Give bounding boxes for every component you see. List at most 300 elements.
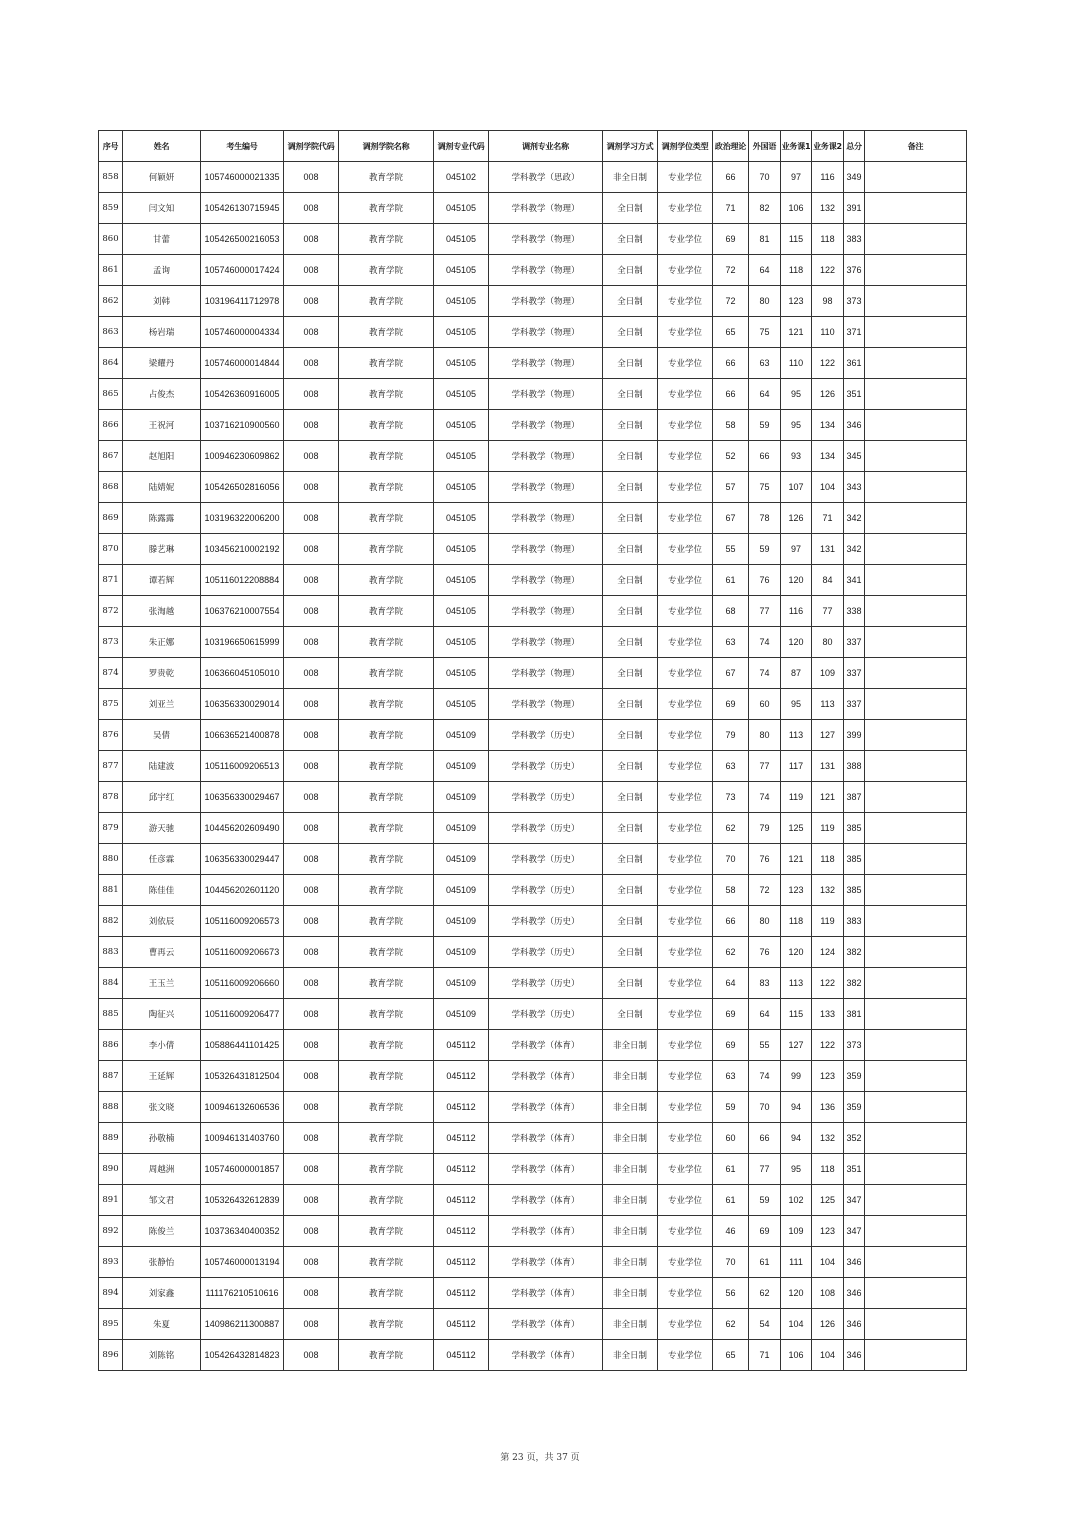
cell-col-subject1: 102	[781, 1185, 812, 1216]
cell-col-study-mode: 全日制	[603, 751, 658, 782]
cell-col-exam-id: 105426502816056	[201, 472, 284, 503]
cell-col-study-mode: 非全日制	[603, 1247, 658, 1278]
cell-col-total: 337	[844, 689, 865, 720]
cell-col-college-code: 008	[284, 317, 339, 348]
cell-col-subject1: 87	[781, 658, 812, 689]
cell-col-major-code: 045105	[434, 596, 489, 627]
cell-col-subject1: 113	[781, 968, 812, 999]
page-number-footer: 第 23 页，共 37 页	[500, 1453, 580, 1463]
table-row	[99, 658, 967, 689]
cell-col-major-code: 045105	[434, 379, 489, 410]
cell-col-seq: 881	[99, 875, 123, 906]
cell-col-subject1: 106	[781, 1340, 812, 1371]
cell-col-name: 王祝河	[123, 410, 201, 441]
cell-col-subject1: 111	[781, 1247, 812, 1278]
cell-col-name: 邹文君	[123, 1185, 201, 1216]
cell-col-seq: 863	[99, 317, 123, 348]
cell-col-foreign-lang: 80	[749, 720, 781, 751]
table-row	[99, 348, 967, 379]
cell-col-subject2: 84	[812, 565, 844, 596]
cell-col-college-code: 008	[284, 1061, 339, 1092]
cell-col-college-name: 教育学院	[339, 1061, 434, 1092]
cell-col-degree-type: 专业学位	[658, 844, 713, 875]
cell-col-subject2: 109	[812, 658, 844, 689]
header-col-foreign-lang: 外国语	[749, 131, 781, 162]
cell-col-name: 李小倩	[123, 1030, 201, 1061]
cell-col-politics: 66	[713, 906, 749, 937]
cell-col-major-name: 学科教学（历史）	[489, 720, 603, 751]
cell-col-major-code: 045105	[434, 410, 489, 441]
cell-col-name: 朱夏	[123, 1309, 201, 1340]
cell-col-total: 385	[844, 844, 865, 875]
header-col-degree-type: 调剂学位类型	[658, 131, 713, 162]
cell-col-subject2: 126	[812, 1309, 844, 1340]
cell-col-study-mode: 全日制	[603, 565, 658, 596]
cell-col-degree-type: 专业学位	[658, 1030, 713, 1061]
cell-col-foreign-lang: 66	[749, 1123, 781, 1154]
cell-col-foreign-lang: 77	[749, 1154, 781, 1185]
cell-col-politics: 65	[713, 1340, 749, 1371]
header-col-remarks: 备注	[865, 131, 967, 162]
cell-col-college-name: 教育学院	[339, 875, 434, 906]
cell-col-seq: 866	[99, 410, 123, 441]
cell-col-degree-type: 专业学位	[658, 906, 713, 937]
table-row	[99, 813, 967, 844]
header-col-politics: 政治理论	[713, 131, 749, 162]
header-col-college-name: 调剂学院名称	[339, 131, 434, 162]
cell-col-degree-type: 专业学位	[658, 1309, 713, 1340]
cell-col-subject1: 123	[781, 286, 812, 317]
cell-col-name: 张静怡	[123, 1247, 201, 1278]
cell-col-total: 383	[844, 906, 865, 937]
cell-col-foreign-lang: 59	[749, 1185, 781, 1216]
cell-col-remarks	[865, 1278, 967, 1309]
table-row	[99, 1185, 967, 1216]
table-body	[99, 162, 967, 1371]
cell-col-degree-type: 专业学位	[658, 937, 713, 968]
cell-col-major-code: 045105	[434, 193, 489, 224]
cell-col-study-mode: 全日制	[603, 224, 658, 255]
cell-col-degree-type: 专业学位	[658, 1278, 713, 1309]
cell-col-major-name: 学科教学（物理）	[489, 224, 603, 255]
cell-col-total: 345	[844, 441, 865, 472]
cell-col-exam-id: 106376210007554	[201, 596, 284, 627]
cell-col-study-mode: 全日制	[603, 999, 658, 1030]
cell-col-remarks	[865, 844, 967, 875]
cell-col-subject2: 104	[812, 1340, 844, 1371]
cell-col-college-code: 008	[284, 441, 339, 472]
table-row	[99, 627, 967, 658]
cell-col-college-code: 008	[284, 1340, 339, 1371]
cell-col-major-name: 学科教学（历史）	[489, 813, 603, 844]
cell-col-politics: 63	[713, 627, 749, 658]
cell-col-major-name: 学科教学（历史）	[489, 937, 603, 968]
cell-col-major-code: 045112	[434, 1247, 489, 1278]
cell-col-remarks	[865, 1340, 967, 1371]
cell-col-foreign-lang: 75	[749, 317, 781, 348]
cell-col-subject2: 116	[812, 162, 844, 193]
cell-col-major-name: 学科教学（体育）	[489, 1123, 603, 1154]
cell-col-seq: 888	[99, 1092, 123, 1123]
cell-col-exam-id: 105116009206477	[201, 999, 284, 1030]
cell-col-degree-type: 专业学位	[658, 162, 713, 193]
cell-col-college-name: 教育学院	[339, 162, 434, 193]
cell-col-politics: 62	[713, 937, 749, 968]
cell-col-college-name: 教育学院	[339, 1092, 434, 1123]
cell-col-major-code: 045109	[434, 937, 489, 968]
cell-col-foreign-lang: 72	[749, 875, 781, 906]
cell-col-exam-id: 106366045105010	[201, 658, 284, 689]
cell-col-name: 陆婧妮	[123, 472, 201, 503]
cell-col-remarks	[865, 1185, 967, 1216]
cell-col-seq: 882	[99, 906, 123, 937]
cell-col-politics: 68	[713, 596, 749, 627]
cell-col-exam-id: 105746000013194	[201, 1247, 284, 1278]
cell-col-politics: 66	[713, 162, 749, 193]
cell-col-major-code: 045109	[434, 720, 489, 751]
cell-col-remarks	[865, 1309, 967, 1340]
cell-col-subject1: 94	[781, 1123, 812, 1154]
cell-col-study-mode: 全日制	[603, 782, 658, 813]
table-row	[99, 875, 967, 906]
cell-col-total: 387	[844, 782, 865, 813]
cell-col-study-mode: 非全日制	[603, 1154, 658, 1185]
cell-col-college-name: 教育学院	[339, 1278, 434, 1309]
cell-col-politics: 65	[713, 317, 749, 348]
cell-col-college-code: 008	[284, 472, 339, 503]
cell-col-total: 382	[844, 937, 865, 968]
cell-col-major-code: 045105	[434, 441, 489, 472]
cell-col-subject2: 122	[812, 348, 844, 379]
cell-col-politics: 55	[713, 534, 749, 565]
cell-col-college-code: 008	[284, 1278, 339, 1309]
cell-col-foreign-lang: 74	[749, 1061, 781, 1092]
table-row	[99, 565, 967, 596]
cell-col-total: 337	[844, 627, 865, 658]
cell-col-remarks	[865, 937, 967, 968]
cell-col-major-code: 045105	[434, 534, 489, 565]
cell-col-subject2: 121	[812, 782, 844, 813]
cell-col-major-name: 学科教学（历史）	[489, 875, 603, 906]
cell-col-major-name: 学科教学（物理）	[489, 596, 603, 627]
cell-col-college-code: 008	[284, 379, 339, 410]
cell-col-seq: 889	[99, 1123, 123, 1154]
cell-col-study-mode: 全日制	[603, 720, 658, 751]
cell-col-college-name: 教育学院	[339, 1216, 434, 1247]
cell-col-politics: 67	[713, 503, 749, 534]
cell-col-major-name: 学科教学（历史）	[489, 844, 603, 875]
header-col-name: 姓名	[123, 131, 201, 162]
cell-col-politics: 62	[713, 1309, 749, 1340]
cell-col-name: 占俊杰	[123, 379, 201, 410]
cell-col-name: 张淘越	[123, 596, 201, 627]
cell-col-subject1: 118	[781, 255, 812, 286]
cell-col-major-name: 学科教学（体育）	[489, 1092, 603, 1123]
table-row	[99, 1247, 967, 1278]
cell-col-remarks	[865, 162, 967, 193]
cell-col-subject2: 71	[812, 503, 844, 534]
cell-col-seq: 893	[99, 1247, 123, 1278]
cell-col-name: 梁耀丹	[123, 348, 201, 379]
header-row	[99, 131, 967, 162]
cell-col-subject1: 115	[781, 224, 812, 255]
cell-col-name: 刘依辰	[123, 906, 201, 937]
table-row	[99, 844, 967, 875]
cell-col-seq: 895	[99, 1309, 123, 1340]
cell-col-foreign-lang: 71	[749, 1340, 781, 1371]
cell-col-subject1: 126	[781, 503, 812, 534]
cell-col-seq: 861	[99, 255, 123, 286]
cell-col-major-code: 045112	[434, 1154, 489, 1185]
cell-col-politics: 72	[713, 286, 749, 317]
cell-col-name: 曹再云	[123, 937, 201, 968]
cell-col-major-name: 学科教学（思政）	[489, 162, 603, 193]
header-col-seq: 序号	[99, 131, 123, 162]
cell-col-subject2: 113	[812, 689, 844, 720]
cell-col-degree-type: 专业学位	[658, 627, 713, 658]
cell-col-major-name: 学科教学（物理）	[489, 689, 603, 720]
cell-col-seq: 892	[99, 1216, 123, 1247]
cell-col-total: 359	[844, 1092, 865, 1123]
cell-col-major-code: 045105	[434, 317, 489, 348]
cell-col-subject1: 93	[781, 441, 812, 472]
cell-col-foreign-lang: 59	[749, 534, 781, 565]
cell-col-college-code: 008	[284, 937, 339, 968]
cell-col-major-code: 045105	[434, 503, 489, 534]
cell-col-major-name: 学科教学（体育）	[489, 1309, 603, 1340]
table-row	[99, 689, 967, 720]
cell-col-subject1: 95	[781, 689, 812, 720]
cell-col-major-name: 学科教学（物理）	[489, 441, 603, 472]
cell-col-politics: 70	[713, 844, 749, 875]
cell-col-name: 游天驰	[123, 813, 201, 844]
cell-col-college-name: 教育学院	[339, 782, 434, 813]
cell-col-subject2: 80	[812, 627, 844, 658]
cell-col-name: 陈露露	[123, 503, 201, 534]
cell-col-study-mode: 非全日制	[603, 1061, 658, 1092]
cell-col-college-name: 教育学院	[339, 193, 434, 224]
cell-col-name: 邱宇红	[123, 782, 201, 813]
cell-col-degree-type: 专业学位	[658, 1247, 713, 1278]
cell-col-seq: 873	[99, 627, 123, 658]
cell-col-degree-type: 专业学位	[658, 875, 713, 906]
cell-col-study-mode: 非全日制	[603, 1092, 658, 1123]
cell-col-remarks	[865, 1216, 967, 1247]
cell-col-subject1: 119	[781, 782, 812, 813]
cell-col-exam-id: 105746000001857	[201, 1154, 284, 1185]
cell-col-degree-type: 专业学位	[658, 596, 713, 627]
cell-col-major-code: 045112	[434, 1061, 489, 1092]
cell-col-study-mode: 非全日制	[603, 1278, 658, 1309]
table-row	[99, 596, 967, 627]
cell-col-foreign-lang: 74	[749, 658, 781, 689]
cell-col-total: 359	[844, 1061, 865, 1092]
cell-col-college-name: 教育学院	[339, 534, 434, 565]
cell-col-foreign-lang: 80	[749, 286, 781, 317]
cell-col-college-code: 008	[284, 503, 339, 534]
cell-col-seq: 858	[99, 162, 123, 193]
cell-col-subject2: 132	[812, 875, 844, 906]
header-col-study-mode: 调剂学习方式	[603, 131, 658, 162]
cell-col-remarks	[865, 1123, 967, 1154]
cell-col-major-name: 学科教学（物理）	[489, 379, 603, 410]
header-col-major-name: 调剂专业名称	[489, 131, 603, 162]
cell-col-remarks	[865, 751, 967, 782]
cell-col-major-name: 学科教学（物理）	[489, 472, 603, 503]
cell-col-subject1: 123	[781, 875, 812, 906]
header-col-major-code: 调剂专业代码	[434, 131, 489, 162]
cell-col-remarks	[865, 1092, 967, 1123]
cell-col-foreign-lang: 78	[749, 503, 781, 534]
cell-col-seq: 886	[99, 1030, 123, 1061]
cell-col-subject2: 132	[812, 193, 844, 224]
cell-col-study-mode: 全日制	[603, 472, 658, 503]
cell-col-major-name: 学科教学（体育）	[489, 1247, 603, 1278]
cell-col-subject2: 77	[812, 596, 844, 627]
cell-col-foreign-lang: 74	[749, 782, 781, 813]
cell-col-degree-type: 专业学位	[658, 1185, 713, 1216]
cell-col-subject2: 122	[812, 1030, 844, 1061]
cell-col-politics: 58	[713, 875, 749, 906]
cell-col-degree-type: 专业学位	[658, 565, 713, 596]
cell-col-exam-id: 106636521400878	[201, 720, 284, 751]
cell-col-politics: 46	[713, 1216, 749, 1247]
cell-col-subject1: 117	[781, 751, 812, 782]
cell-col-foreign-lang: 82	[749, 193, 781, 224]
cell-col-degree-type: 专业学位	[658, 1061, 713, 1092]
cell-col-exam-id: 103196650615999	[201, 627, 284, 658]
cell-col-foreign-lang: 69	[749, 1216, 781, 1247]
cell-col-major-name: 学科教学（体育）	[489, 1154, 603, 1185]
cell-col-exam-id: 105116009206673	[201, 937, 284, 968]
cell-col-seq: 871	[99, 565, 123, 596]
cell-col-name: 刘陈铭	[123, 1340, 201, 1371]
cell-col-total: 346	[844, 1340, 865, 1371]
cell-col-politics: 69	[713, 224, 749, 255]
cell-col-name: 周越洲	[123, 1154, 201, 1185]
cell-col-politics: 62	[713, 813, 749, 844]
cell-col-seq: 878	[99, 782, 123, 813]
cell-col-exam-id: 105426360916005	[201, 379, 284, 410]
cell-col-politics: 61	[713, 1185, 749, 1216]
cell-col-name: 张文晓	[123, 1092, 201, 1123]
cell-col-name: 陆建波	[123, 751, 201, 782]
cell-col-college-code: 008	[284, 193, 339, 224]
cell-col-degree-type: 专业学位	[658, 999, 713, 1030]
cell-col-degree-type: 专业学位	[658, 441, 713, 472]
cell-col-degree-type: 专业学位	[658, 968, 713, 999]
cell-col-major-code: 045112	[434, 1185, 489, 1216]
table-row	[99, 1092, 967, 1123]
cell-col-major-name: 学科教学（物理）	[489, 193, 603, 224]
cell-col-foreign-lang: 55	[749, 1030, 781, 1061]
cell-col-name: 何颖妍	[123, 162, 201, 193]
cell-col-foreign-lang: 76	[749, 844, 781, 875]
cell-col-exam-id: 103196411712978	[201, 286, 284, 317]
cell-col-college-name: 教育学院	[339, 720, 434, 751]
cell-col-college-name: 教育学院	[339, 317, 434, 348]
cell-col-seq: 891	[99, 1185, 123, 1216]
cell-col-foreign-lang: 70	[749, 1092, 781, 1123]
cell-col-major-code: 045105	[434, 472, 489, 503]
cell-col-college-name: 教育学院	[339, 379, 434, 410]
cell-col-subject1: 115	[781, 999, 812, 1030]
cell-col-seq: 872	[99, 596, 123, 627]
cell-col-study-mode: 全日制	[603, 317, 658, 348]
table-row	[99, 472, 967, 503]
cell-col-college-name: 教育学院	[339, 1154, 434, 1185]
cell-col-foreign-lang: 77	[749, 751, 781, 782]
cell-col-subject2: 125	[812, 1185, 844, 1216]
cell-col-total: 385	[844, 875, 865, 906]
cell-col-college-code: 008	[284, 1216, 339, 1247]
cell-col-name: 陈佳佳	[123, 875, 201, 906]
cell-col-degree-type: 专业学位	[658, 503, 713, 534]
cell-col-college-name: 教育学院	[339, 596, 434, 627]
table-row	[99, 224, 967, 255]
cell-col-total: 351	[844, 1154, 865, 1185]
cell-col-politics: 63	[713, 751, 749, 782]
cell-col-exam-id: 105426500216053	[201, 224, 284, 255]
cell-col-foreign-lang: 81	[749, 224, 781, 255]
cell-col-total: 399	[844, 720, 865, 751]
cell-col-college-name: 教育学院	[339, 1309, 434, 1340]
cell-col-politics: 71	[713, 193, 749, 224]
cell-col-study-mode: 非全日制	[603, 162, 658, 193]
cell-col-seq: 896	[99, 1340, 123, 1371]
cell-col-college-name: 教育学院	[339, 348, 434, 379]
cell-col-subject1: 120	[781, 1278, 812, 1309]
cell-col-study-mode: 非全日制	[603, 1309, 658, 1340]
cell-col-name: 甘蕾	[123, 224, 201, 255]
table-row	[99, 1061, 967, 1092]
cell-col-degree-type: 专业学位	[658, 813, 713, 844]
cell-col-total: 347	[844, 1216, 865, 1247]
cell-col-remarks	[865, 689, 967, 720]
cell-col-politics: 63	[713, 1061, 749, 1092]
cell-col-remarks	[865, 286, 967, 317]
cell-col-subject1: 113	[781, 720, 812, 751]
cell-col-study-mode: 全日制	[603, 286, 658, 317]
cell-col-total: 346	[844, 410, 865, 441]
cell-col-college-name: 教育学院	[339, 968, 434, 999]
cell-col-name: 任彦霖	[123, 844, 201, 875]
cell-col-college-code: 008	[284, 565, 339, 596]
cell-col-seq: 887	[99, 1061, 123, 1092]
cell-col-subject1: 107	[781, 472, 812, 503]
cell-col-subject2: 136	[812, 1092, 844, 1123]
cell-col-name: 滕艺琳	[123, 534, 201, 565]
cell-col-college-code: 008	[284, 813, 339, 844]
cell-col-seq: 869	[99, 503, 123, 534]
cell-col-college-code: 008	[284, 596, 339, 627]
cell-col-college-code: 008	[284, 968, 339, 999]
cell-col-politics: 58	[713, 410, 749, 441]
table-row	[99, 751, 967, 782]
cell-col-foreign-lang: 76	[749, 565, 781, 596]
cell-col-college-code: 008	[284, 1247, 339, 1278]
cell-col-remarks	[865, 193, 967, 224]
cell-col-major-code: 045112	[434, 1030, 489, 1061]
table-row	[99, 1278, 967, 1309]
cell-col-college-name: 教育学院	[339, 1247, 434, 1278]
cell-col-major-code: 045109	[434, 844, 489, 875]
cell-col-college-name: 教育学院	[339, 658, 434, 689]
cell-col-major-code: 045109	[434, 875, 489, 906]
cell-col-college-name: 教育学院	[339, 224, 434, 255]
cell-col-major-code: 045109	[434, 999, 489, 1030]
cell-col-subject1: 120	[781, 565, 812, 596]
